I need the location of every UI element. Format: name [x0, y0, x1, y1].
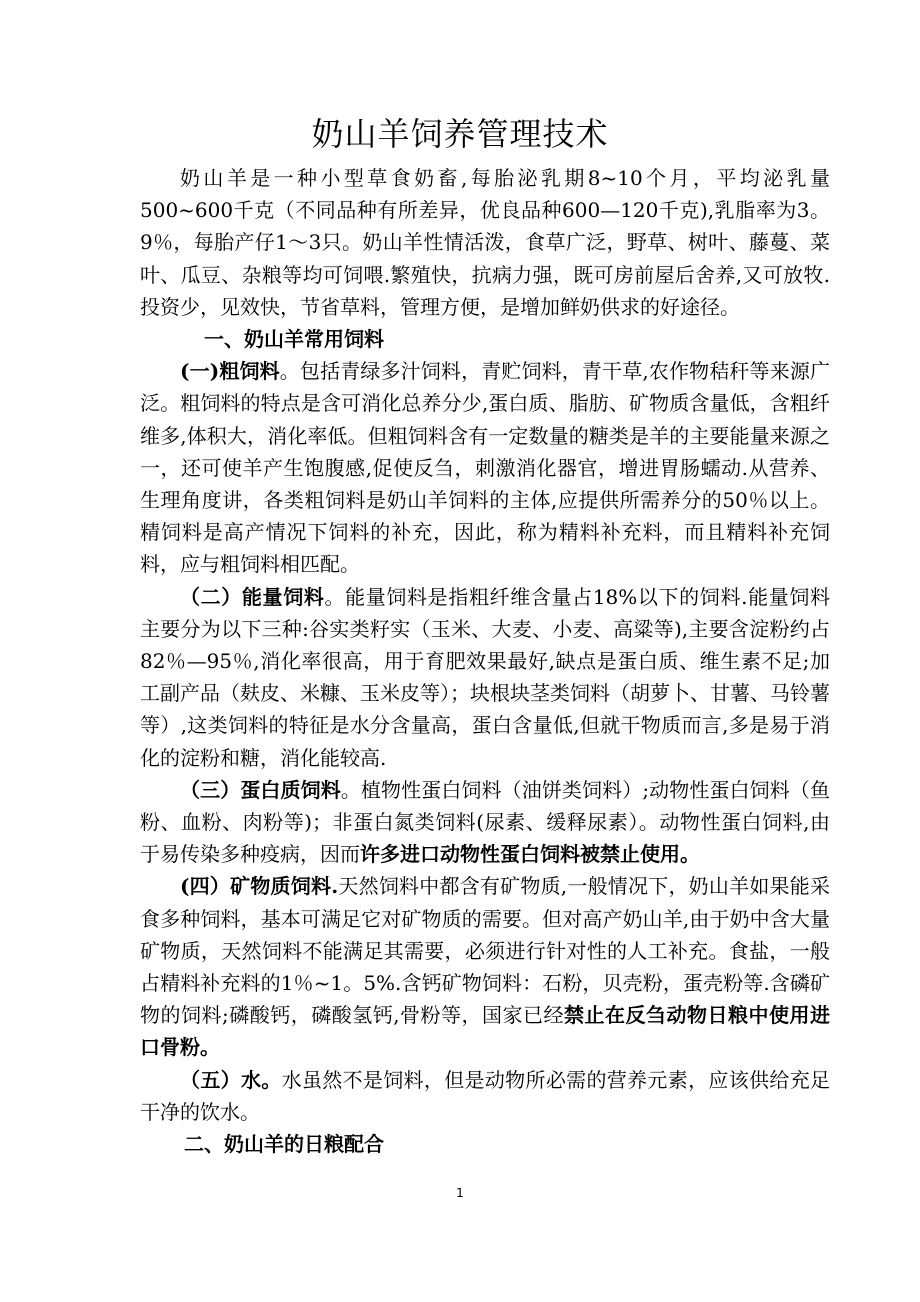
paragraph-water-text: 水虽然不是饲料，但是动物所必需的营养元素，应该供给充足干净的饮水。	[140, 1067, 831, 1124]
paragraph-mineral-feed	[140, 870, 830, 1063]
paragraph-protein-feed-text: 。植物性蛋白饲料（油饼类饲料）;动物性蛋白饲料（鱼粉、血粉、肉粉等)；非蛋白氮类饲料(尿素、缓释尿素）。动物性蛋白饲料,由于易传染多种疫病，因而	[140, 777, 830, 867]
document-title: 奶山羊饲养管理技术	[311, 115, 609, 153]
section-heading-ration: 二、奶山羊的日粮配合	[184, 1132, 384, 1157]
intro-paragraph: 奶山羊是一种小型草食奶畜,每胎泌乳期8~10个月，平均泌乳量500~600千克（不同品种有所差异，优良品种600—120千克),乳脂率为3。9％，每胎产仔1～3只。奶山羊性情活泼，食草广泛，野草、树叶、藤蔓、菜叶、瓜豆、杂粮等均可饲喂.繁殖快，抗病力强，既可房前屋后舍养,又可放牧.投资少，见效快，节省草料，管理方便，是增加鲜奶供求的好途径。	[140, 166, 830, 319]
section-heading-feeds: 一、奶山羊常用饲料	[204, 327, 384, 352]
document-body	[140, 162, 830, 1160]
paragraph-mineral-feed-label: (四）矿物质饲料.	[180, 874, 339, 899]
paragraph-water-label: （五）水。	[180, 1067, 282, 1092]
paragraph-water	[140, 1064, 830, 1128]
paragraph-mineral-feed-text: 天然饲料中都含有矿物质,一般情况下，奶山羊如果能采食多种饲料，基本可满足它对矿物质的需要。但对高产奶山羊,由于奶中含大量矿物质，天然饲料不能满足其需要，必须进行针对性的人工补充。食盐，一般占精料补充料的1％~1。5%.含钙矿物饲料：石粉，贝壳粉，蛋壳粉等.含磷矿物的饲料;磷酸钙，磷酸氢钙,骨粉等，国家已经	[140, 874, 830, 1028]
paragraph-energy-feed-label: （二）能量饲料	[180, 584, 325, 609]
paragraph-protein-feed	[140, 774, 830, 871]
paragraph-protein-feed-bold: 许多进口动物性蛋白饲料被禁止使用。	[360, 842, 700, 867]
paragraph-roughage-label: (一)粗饲料	[180, 359, 280, 384]
paragraph-mineral-feed-bold: 禁止在反刍动物日粮中使用进口骨粉。	[140, 1003, 830, 1060]
page-number: 1	[456, 1186, 464, 1200]
paragraph-protein-feed-label: （三）蛋白质饲料	[180, 777, 341, 802]
paragraph-roughage	[140, 355, 830, 580]
paragraph-energy-feed	[140, 581, 830, 774]
paragraph-roughage-text: 。包括青绿多汁饲料，青贮饲料，青干草,农作物秸秆等来源广泛。粗饲料的特点是含可消化总养分少,蛋白质、脂肪、矿物质含量低，含粗纤维多,体积大，消化率低。但粗饲料含有一定数量的糖类是羊的主要能量来源之一，还可使羊产生饱腹感,促使反刍，刺激消化器官，增进胃肠蠕动.从营养、生理角度讲，各类粗饲料是奶山羊饲料的主体,应提供所需养分的50％以上。精饲料是高产情况下饲料的补充，因此，称为精料补充料，而且精料补充饲料，应与粗饲料相匹配。	[140, 359, 830, 577]
paragraph-energy-feed-text: 。能量饲料是指粗纤维含量占18%以下的饲料.能量饲料主要分为以下三种:谷实类籽实（玉米、大麦、小麦、高粱等),主要含淀粉约占82％—95％,消化率很高，用于育肥效果最好,缺点是蛋白质、维生素不足;加工副产品（麸皮、米糠、玉米皮等）；块根块茎类饲料（胡萝卜、甘薯、马铃薯等）,这类饲料的特征是水分含量高，蛋白含量低,但就干物质而言,多是易于消化的淀粉和糖，消化能较高.	[140, 584, 831, 770]
